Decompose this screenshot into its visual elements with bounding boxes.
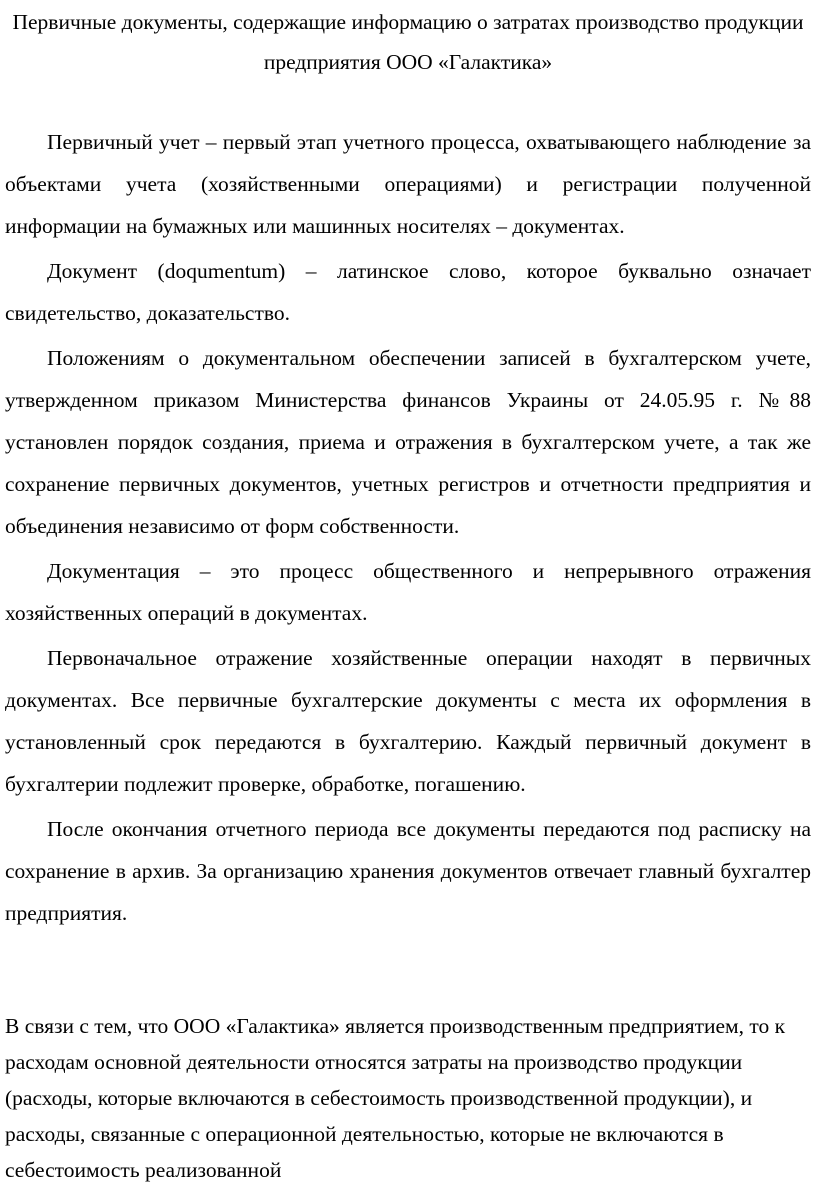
paragraph-expenses: В связи с тем, что ООО «Галактика» является производственным предприятием, то к расходам основной деятельности относятся затраты на производство продукции (расходы, которые включаются в себестоимость производственной продукции), и расходы, связанные с операционной деятельностью, которые не включаются в себестоимость реализованной: [5, 1014, 786, 1182]
paragraph-regulation: Положениям о документальном обеспечении записей в бухгалтерском учете, утвержденном приказом Министерства финансов Украины от 24.05.95 г. №88 установлен порядок создания, приема и отражения в бухгалтерском учете, а так же сохранение первичных документов, учетных регистров и отчетности предприятия и объединения независимо от форм собственности.: [5, 346, 811, 538]
paragraph-documentation: Документация – это процесс общественного и непрерывного отражения хозяйственных операций в документах.: [5, 559, 811, 625]
document-body: [5, 121, 811, 934]
paragraph-document-definition: Документ (doqumentum) – латинское слово, которое буквально означает свидетельство, доказательство.: [5, 259, 811, 325]
document-title: Первичные документы, содержащие информацию о затратах производство продукции предприятия ООО «Галактика»: [12, 10, 804, 74]
paragraph-archive: После окончания отчетного периода все документы передаются под расписку на сохранение в архив. За организацию хранения документов отвечает главный бухгалтер предприятия.: [5, 817, 811, 925]
paragraph-primary-accounting: Первичный учет – первый этап учетного процесса, охватывающего наблюдение за объектами учета (хозяйственными операциями) и регистрации полученной информации на бумажных или машинных носителях – документах.: [5, 130, 811, 238]
paragraph-initial-reflection: Первоначальное отражение хозяйственные операции находят в первичных документах. Все первичные бухгалтерские документы с места их оформления в установленный срок передаются в бухгалтерию. Каждый первичный документ в бухгалтерии подлежит проверке, обработке, погашению.: [5, 646, 811, 796]
